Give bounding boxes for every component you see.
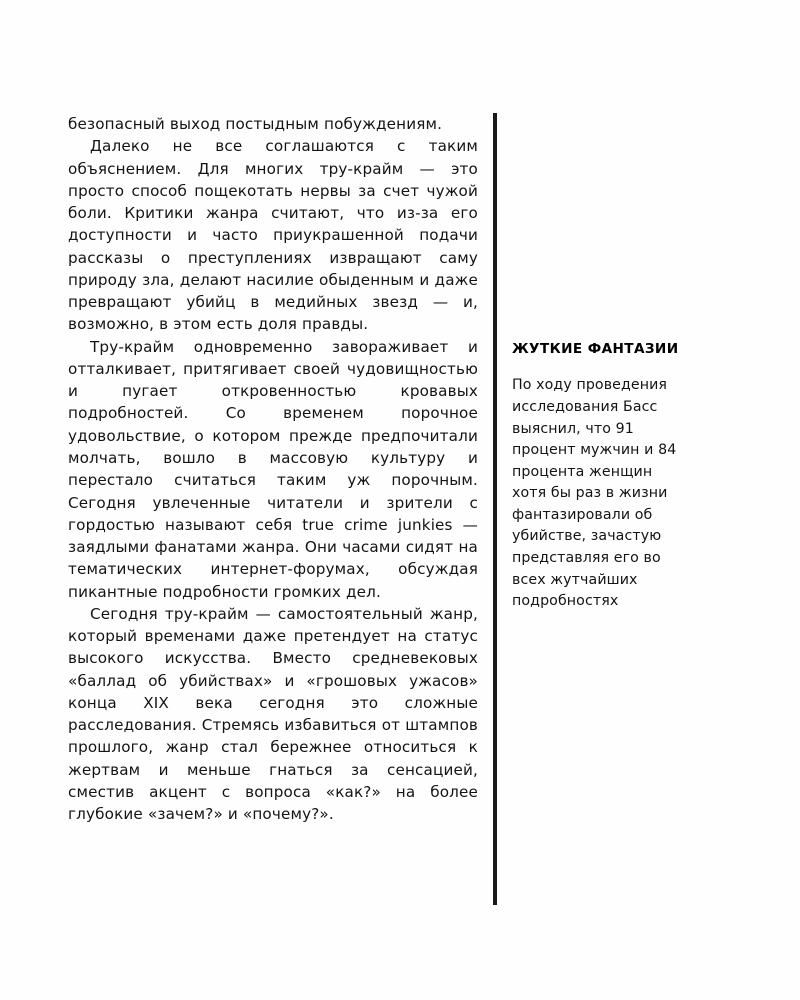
paragraph: Далеко не все соглашаются с таким объяснением. Для многих тру-крайм — это просто способ пощекотать нервы за счет чужой боли. Критики жанра считают, что из-за его доступности и часто приукрашенной подачи рассказы о преступлениях извращают саму природу зла, делают насилие обыденным и даже превращают убийц в медийных звезд — и, возможно, в этом есть доля правды. (68, 137, 478, 334)
body-text (68, 113, 478, 826)
sidebar-heading: ЖУТКИЕ ФАНТАЗИИ (512, 341, 679, 357)
vertical-divider-rule (493, 113, 497, 905)
paragraph: безопасный выход постыдным побуждениям. (68, 115, 443, 133)
paragraph: Сегодня тру-крайм — самостоятельный жанр, который временами даже претендует на статус высокого искусства. Вместо средневековых «баллад об убийствах» и «грошовых ужасов» конца XIX века сегодня это сложные расследования. Стремясь избавиться от штампов прошлого, жанр стал бережнее относиться к жертвам и меньше гнаться за сенсацией, сместив акцент с вопроса «как?» на более глубокие «зачем?» и «почему?». (68, 604, 478, 824)
main-text-column (68, 113, 478, 826)
sidebar-callout (512, 340, 682, 613)
sidebar-body-text: По ходу проведения исследования Басс выяснил, что 91 процент мужчин и 84 процента женщин хотя бы раз в жизни фантазировали об убийстве, зачастую представляя его во всех жутчайших подробностях (512, 377, 677, 610)
paragraph: Тру-крайм одновременно завораживает и отталкивает, притягивает своей чудовищностью и пугает откровенностью кровавых подробностей. Со временем порочное удовольствие, о котором прежде предпочитали молчать, вошло в массовую культуру и перестало считаться таким уж порочным. Сегодня увлеченные читатели и зрители с гордостью называют себя true crime junkies — заядлыми фанатами жанра. Они часами сидят на тематических интернет-форумах, обсуждая пикантные подробности громких дел. (68, 337, 478, 601)
